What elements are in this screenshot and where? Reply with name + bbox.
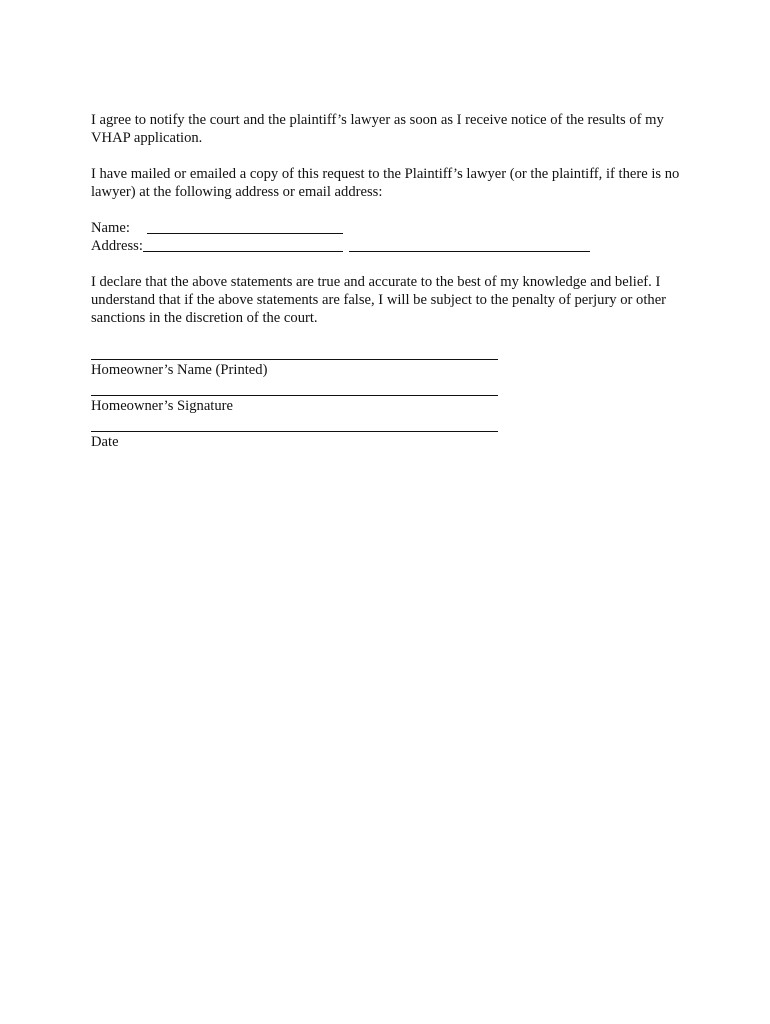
name-field-row [91,219,130,237]
address-blank-line-1[interactable] [143,251,343,252]
address-field-row [91,237,143,255]
date-line[interactable] [91,431,498,432]
declaration-paragraph: I declare that the above statements are true and accurate to the best of my knowledge and belief. I understand that if the above statements are false, I will be subject to the penalty of perjury or other sanctions in the discretion of the court. [91,274,667,327]
printed-name-line[interactable] [91,359,498,360]
signature-line[interactable] [91,395,498,396]
address-blank-line-2[interactable] [349,251,590,252]
date-field [91,431,501,467]
signature-label: Homeowner’s Signature [91,398,233,414]
name-blank-line[interactable] [147,233,343,234]
name-label: Name: [91,220,130,236]
address-label: Address: [91,238,143,254]
date-label: Date [91,434,119,450]
signature-field [91,395,501,431]
printed-name-label: Homeowner’s Name (Printed) [91,362,268,378]
printed-name-field [91,359,501,395]
mailed-copy-paragraph: I have mailed or emailed a copy of this request to the Plaintiff’s lawyer (or the plaintiff, if there is no lawyer) at the following address or email address: [91,166,680,201]
notify-paragraph: I agree to notify the court and the plaintiff’s lawyer as soon as I receive notice of the results of my VHAP application. [91,112,664,147]
